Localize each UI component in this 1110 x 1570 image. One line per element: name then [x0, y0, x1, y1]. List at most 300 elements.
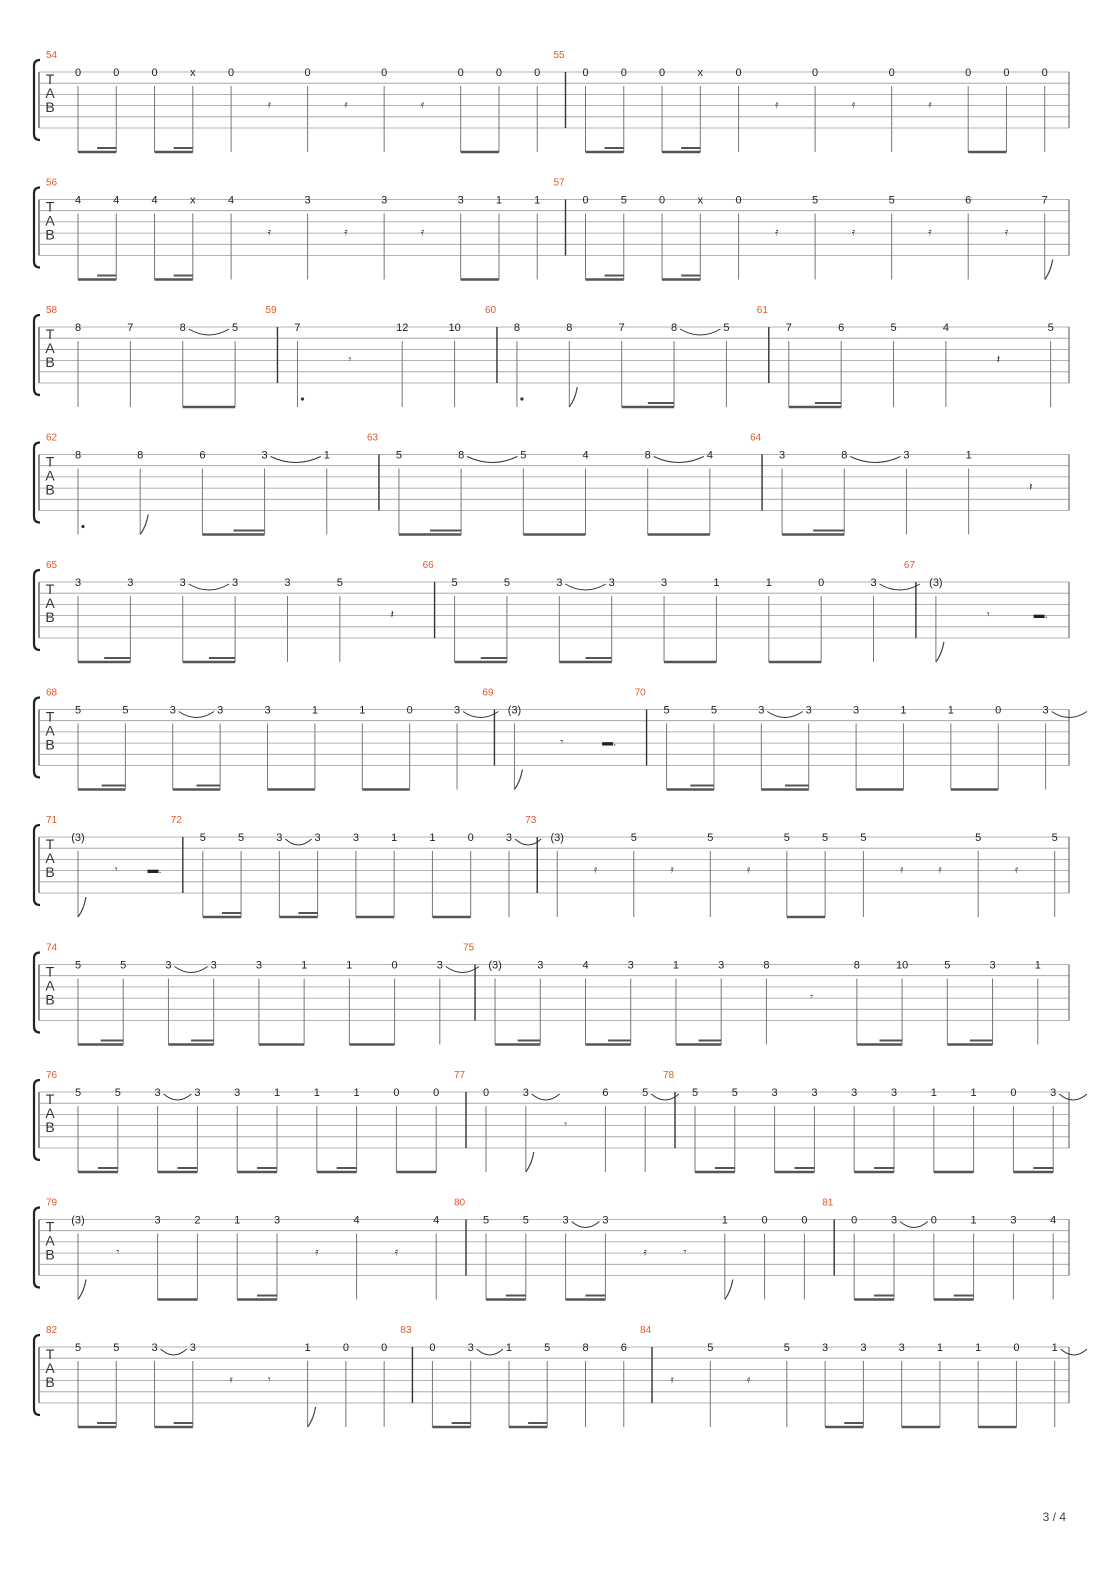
fret-number: 0: [851, 1214, 858, 1227]
fret-number: 0: [113, 67, 120, 79]
fret-number: 1: [234, 1214, 241, 1227]
tie-arc: [900, 1222, 928, 1228]
fret-number: 3: [314, 832, 321, 844]
tie-arc: [767, 712, 802, 718]
tab-clef-letter: B: [45, 99, 55, 115]
fret-number: 3: [805, 704, 812, 717]
fret-number: 5: [620, 194, 627, 207]
fret-number: 5: [544, 1342, 551, 1354]
fret-number: 8: [179, 322, 186, 334]
tab-clef-letter: T: [45, 326, 55, 342]
fret-number: 1: [505, 1342, 513, 1354]
fret-number: 1: [930, 1087, 937, 1099]
rest-symbol: ▬.: [602, 736, 617, 749]
fret-number: 0: [888, 67, 895, 79]
fret-number: 5: [114, 1087, 121, 1099]
fret-number: 3: [127, 577, 134, 589]
fret-number: 1: [965, 449, 972, 462]
fret-number: x: [697, 67, 704, 79]
fret-number: (3): [507, 704, 522, 717]
fret-number: 1: [970, 1214, 977, 1227]
measure-number: 63: [366, 432, 379, 444]
fret-number: 3: [870, 577, 877, 589]
tab-clef-letter: B: [45, 481, 55, 498]
fret-number: 3: [853, 704, 860, 717]
fret-number: 5: [710, 704, 718, 717]
tab-clef-letter: A: [45, 85, 55, 101]
fret-number: 0: [381, 67, 388, 79]
fret-number: 5: [232, 322, 239, 334]
fret-number: 3: [811, 1087, 818, 1099]
fret-number: 0: [735, 194, 742, 207]
tie-arc: [179, 712, 214, 718]
fret-number: 3: [660, 577, 668, 589]
fret-number: 1: [975, 1342, 982, 1354]
rest-symbol: 𝄿: [775, 226, 779, 239]
fret-number: 5: [731, 1087, 738, 1099]
measure-number: 77: [454, 1070, 466, 1081]
duration-dot: [520, 397, 523, 400]
fret-number: 0: [74, 67, 82, 79]
tab-clef-letter: B: [45, 991, 55, 1008]
rest-symbol: 𝄿: [746, 864, 751, 876]
rest-symbol: 𝄽: [996, 354, 1000, 366]
measure-number: 72: [170, 815, 182, 826]
rest-symbol: 𝄿: [344, 226, 348, 239]
tab-clef-letter: B: [45, 1119, 55, 1135]
tab-clef-letter: A: [45, 722, 55, 739]
fret-number: 0: [151, 67, 158, 79]
fret-number: 3: [989, 959, 996, 972]
fret-number: 3: [851, 1087, 858, 1099]
fret-number: 5: [888, 194, 895, 207]
fret-number: 0: [228, 67, 235, 79]
fret-number: 8: [137, 449, 144, 462]
rest-symbol: 𝄾: [560, 736, 564, 749]
measure-number: 56: [46, 177, 58, 189]
fret-number: 1: [713, 577, 720, 589]
rest-symbol: 𝄿: [851, 99, 856, 111]
fret-number: 5: [783, 1342, 790, 1354]
duration-dot: [81, 525, 84, 528]
measure-number: 82: [46, 1325, 58, 1336]
note-flag: [725, 1280, 733, 1300]
fret-number: 1: [359, 704, 366, 717]
rest-symbol: ▬.: [1033, 609, 1048, 621]
fret-number: 3: [758, 704, 765, 717]
tab-clef-letter: T: [45, 1346, 55, 1362]
tie-arc: [285, 839, 311, 845]
rest-symbol: 𝄾: [564, 1119, 568, 1131]
note-flag: [514, 770, 522, 790]
fret-number: 1: [346, 959, 353, 972]
rest-symbol: 𝄿: [394, 1246, 399, 1259]
fret-number: 5: [707, 1342, 714, 1354]
fret-number: 12: [396, 322, 409, 334]
measure-number: 79: [46, 1197, 58, 1209]
fret-number: (3): [71, 832, 85, 844]
rest-symbol: ▬.: [147, 864, 162, 876]
measure-number: 74: [46, 942, 58, 954]
fret-number: 0: [393, 1087, 400, 1099]
fret-number: 3: [457, 194, 464, 207]
fret-number: 3: [169, 704, 176, 717]
fret-number: 3: [154, 1214, 161, 1227]
fret-number: 8: [458, 449, 465, 462]
fret-number: 7: [618, 322, 625, 334]
duration-dot: [301, 397, 304, 400]
fret-number: 1: [495, 194, 503, 207]
tie-arc: [654, 457, 704, 463]
tab-clef-letter: A: [45, 977, 55, 994]
fret-number: 3: [627, 959, 634, 972]
tie-arc: [463, 712, 498, 718]
tab-clef-letter: B: [45, 1374, 55, 1390]
measure-number: 75: [463, 942, 475, 954]
fret-number: 5: [1051, 832, 1058, 844]
fret-number: 3: [74, 577, 82, 589]
fret-number: 6: [620, 1342, 627, 1354]
measure-number: 68: [46, 687, 58, 699]
fret-number: 0: [342, 1342, 349, 1354]
tab-clef-letter: A: [45, 1105, 55, 1121]
fret-number: 1: [301, 959, 308, 972]
rest-symbol: 𝄿: [1004, 226, 1009, 239]
fret-number: 0: [381, 1342, 388, 1354]
rest-symbol: 𝄾: [267, 1374, 271, 1386]
fret-number: 5: [783, 832, 790, 844]
tie-arc: [532, 1094, 560, 1100]
fret-number: 7: [785, 322, 792, 334]
fret-number: 0: [812, 67, 819, 79]
measure-number: 71: [46, 815, 58, 826]
fret-number: 0: [801, 1214, 808, 1227]
tab-clef-letter: B: [45, 354, 55, 370]
fret-number: 7: [294, 322, 301, 334]
fret-number: 8: [513, 322, 521, 334]
fret-number: 3: [602, 1214, 609, 1227]
fret-number: 3: [718, 959, 725, 972]
measure-number: 73: [525, 815, 537, 826]
tab-clef-letter: T: [45, 836, 55, 852]
rest-symbol: 𝄿: [670, 864, 674, 876]
tab-clef-letter: T: [45, 963, 55, 980]
fret-number: 3: [304, 194, 311, 207]
measure-number: 59: [265, 305, 277, 316]
tab-clef-letter: T: [45, 453, 55, 470]
fret-number: 5: [482, 1214, 490, 1227]
rest-symbol: 𝄿: [938, 864, 942, 876]
fret-number: x: [190, 67, 196, 79]
fret-number: 0: [534, 67, 541, 79]
fret-number: 5: [74, 959, 82, 972]
tie-arc: [446, 967, 479, 973]
fret-number: 4: [74, 194, 82, 207]
fret-number: 5: [238, 832, 245, 844]
tab-clef-letter: A: [45, 212, 55, 229]
fret-number: 3: [903, 449, 910, 462]
measure-number: 84: [640, 1325, 652, 1336]
fret-number: 5: [520, 449, 527, 462]
fret-number: 5: [975, 832, 982, 844]
fret-number: 5: [74, 1342, 82, 1354]
note-flag: [1045, 260, 1053, 280]
fret-number: 0: [930, 1214, 937, 1227]
tab-clef-letter: A: [45, 340, 55, 356]
tie-arc: [1061, 1349, 1087, 1355]
fret-number: 8: [582, 1342, 589, 1354]
measure-number: 54: [46, 50, 58, 61]
fret-number: 0: [406, 704, 413, 717]
note-flag: [308, 1407, 316, 1427]
rest-symbol: 𝄿: [746, 1374, 751, 1386]
measure-number: 65: [46, 560, 58, 571]
fret-number: 3: [276, 832, 283, 844]
rest-symbol: 𝄿: [670, 1374, 674, 1386]
rest-symbol: 𝄿: [315, 1246, 319, 1259]
tab-clef-letter: A: [45, 467, 55, 484]
fret-number: 0: [818, 577, 825, 589]
fret-number: 5: [642, 1087, 649, 1099]
tab-clef-letter: A: [45, 1232, 55, 1249]
fret-number: 3: [179, 577, 186, 589]
fret-number: 7: [1041, 194, 1048, 207]
rest-symbol: 𝄿: [775, 99, 779, 111]
rest-symbol: 𝄿: [267, 99, 272, 111]
fret-number: 3: [537, 959, 544, 972]
fret-number: 0: [658, 67, 666, 79]
measure-number: 70: [634, 687, 646, 699]
fret-number: 4: [151, 194, 158, 207]
measure-number: 57: [553, 177, 565, 189]
rest-symbol: 𝄿: [593, 864, 598, 876]
fret-number: 1: [947, 704, 954, 717]
fret-number: 3: [264, 704, 271, 717]
tab-clef-letter: T: [45, 1091, 55, 1107]
fret-number: 5: [630, 832, 637, 844]
fret-number: 3: [194, 1087, 201, 1099]
measure-number: 62: [46, 432, 58, 444]
fret-number: 8: [763, 959, 770, 972]
fret-number: 8: [566, 322, 573, 334]
tie-arc: [850, 457, 900, 463]
fret-number: 3: [822, 1342, 829, 1354]
rest-symbol: 𝄾: [683, 1246, 687, 1259]
measure-number: 81: [822, 1197, 834, 1209]
fret-number: 3: [165, 959, 172, 972]
fret-number: 1: [970, 1087, 977, 1099]
tie-arc: [189, 584, 229, 590]
fret-number: 5: [74, 704, 82, 717]
fret-number: (3): [550, 832, 564, 844]
tie-arc: [565, 584, 605, 590]
fret-number: 0: [433, 1087, 440, 1099]
fret-number: 5: [822, 832, 829, 844]
fret-number: 1: [313, 1087, 320, 1099]
rest-symbol: 𝄿: [1014, 864, 1019, 876]
tab-clef-letter: T: [45, 71, 55, 87]
fret-number: 5: [522, 1214, 529, 1227]
rest-symbol: 𝄿: [899, 864, 904, 876]
fret-number: 10: [448, 322, 461, 334]
fret-number: 3: [261, 449, 268, 462]
fret-number: 5: [812, 194, 819, 207]
fret-number: 0: [467, 832, 474, 844]
fret-number: 5: [122, 704, 129, 717]
fret-number: 5: [199, 832, 206, 844]
tab-clef-letter: T: [45, 198, 55, 215]
fret-number: 4: [353, 1214, 360, 1227]
fret-number: 6: [602, 1087, 609, 1099]
fret-number: 0: [1013, 1342, 1020, 1354]
fret-number: 8: [853, 959, 860, 972]
fret-number: 3: [505, 832, 513, 844]
page-number: 3 / 4: [1042, 1510, 1066, 1524]
fret-number: 5: [707, 832, 714, 844]
rest-symbol: 𝄾: [810, 991, 814, 1004]
fret-number: 3: [284, 577, 291, 589]
tab-clef-letter: B: [45, 226, 55, 243]
fret-number: 3: [860, 1342, 867, 1354]
fret-number: 5: [663, 704, 670, 717]
tab-clef-letter: A: [45, 1360, 55, 1376]
rest-symbol: 𝄾: [114, 864, 118, 876]
measure-number: 78: [663, 1070, 675, 1081]
fret-number: 5: [691, 1087, 699, 1099]
fret-number: 0: [582, 194, 589, 207]
fret-number: 0: [1041, 67, 1048, 79]
fret-number: 5: [451, 577, 458, 589]
fret-number: x: [697, 194, 704, 207]
fret-number: 1: [1034, 959, 1041, 972]
fret-number: 1: [353, 1087, 360, 1099]
measure-number: 83: [400, 1325, 412, 1336]
tab-clef-letter: B: [45, 736, 55, 753]
measure-number: 61: [756, 305, 768, 316]
fret-number: 5: [503, 577, 511, 589]
fret-number: 3: [217, 704, 224, 717]
tie-arc: [572, 1222, 600, 1228]
measure-number: 58: [46, 305, 58, 316]
rest-symbol: 𝄽: [390, 609, 394, 621]
fret-number: 0: [495, 67, 503, 79]
fret-number: 1: [900, 704, 907, 717]
fret-number: 0: [761, 1214, 768, 1227]
fret-number: 4: [113, 194, 120, 207]
fret-number: 5: [890, 322, 897, 334]
fret-number: 5: [74, 1087, 82, 1099]
tie-arc: [174, 967, 207, 973]
tab-clef-letter: T: [45, 1218, 55, 1235]
fret-number: 3: [562, 1214, 569, 1227]
measure-number: 55: [553, 50, 565, 61]
rest-symbol: 𝄿: [420, 99, 425, 111]
fret-number: 5: [395, 449, 402, 462]
rest-symbol: 𝄾: [348, 354, 352, 366]
tab-clef-letter: B: [45, 609, 55, 625]
fret-number: 1: [323, 449, 330, 462]
fret-number: 3: [898, 1342, 905, 1354]
fret-number: 0: [620, 67, 627, 79]
fret-number: 1: [765, 577, 772, 589]
tie-arc: [271, 457, 321, 463]
tab-clef-letter: A: [45, 850, 55, 866]
fret-number: 3: [467, 1342, 474, 1354]
fret-number: 1: [273, 1087, 281, 1099]
measure-number: 64: [750, 432, 762, 444]
tab-clef-letter: B: [45, 1246, 55, 1263]
fret-number: 3: [154, 1087, 161, 1099]
tab-clef-letter: T: [45, 581, 55, 597]
fret-number: (3): [488, 959, 502, 972]
measure-number: 67: [903, 560, 916, 571]
fret-number: 0: [658, 194, 666, 207]
fret-number: 3: [779, 449, 786, 462]
tie-arc: [680, 329, 720, 335]
fret-number: 1: [1051, 1342, 1058, 1354]
fret-number: 4: [433, 1214, 440, 1227]
fret-number: 4: [706, 449, 713, 462]
fret-number: 0: [995, 704, 1002, 717]
tab-clef-letter: A: [45, 595, 55, 611]
rest-symbol: 𝄿: [643, 1246, 647, 1259]
fret-number: 5: [120, 959, 127, 972]
measure-number: 60: [484, 305, 497, 316]
fret-number: 5: [723, 322, 730, 334]
tab-clef-letter: B: [45, 864, 55, 880]
tab-clef-letter: T: [45, 708, 55, 725]
fret-number: 3: [890, 1087, 898, 1099]
fret-number: 3: [381, 194, 388, 207]
note-flag: [526, 1152, 534, 1172]
tie-arc: [189, 329, 229, 335]
tie-arc: [161, 1349, 187, 1355]
rest-symbol: 𝄿: [344, 99, 348, 111]
fret-number: 8: [644, 449, 651, 462]
rest-symbol: 𝄾: [986, 609, 990, 621]
fret-number: 0: [429, 1342, 436, 1354]
fret-number: 8: [670, 322, 678, 334]
tie-arc: [477, 1349, 503, 1355]
tie-arc: [1059, 1094, 1087, 1100]
note-flag: [78, 897, 86, 917]
fret-number: x: [190, 194, 196, 207]
fret-number: 3: [273, 1214, 281, 1227]
fret-number: 6: [965, 194, 972, 207]
fret-number: 3: [151, 1342, 158, 1354]
tie-arc: [467, 457, 517, 463]
fret-number: 4: [582, 449, 589, 462]
rest-symbol: 𝄿: [851, 226, 856, 239]
fret-number: 0: [482, 1087, 490, 1099]
fret-number: (3): [71, 1214, 85, 1227]
fret-number: 0: [735, 67, 742, 79]
fret-number: 8: [74, 449, 82, 462]
fret-number: 3: [453, 704, 461, 717]
fret-number: 4: [228, 194, 235, 207]
fret-number: 1: [304, 1342, 311, 1354]
fret-number: 6: [199, 449, 206, 462]
fret-number: 4: [1050, 1214, 1057, 1227]
fret-number: 0: [457, 67, 464, 79]
fret-number: 5: [860, 832, 867, 844]
fret-number: 3: [522, 1087, 529, 1099]
note-flag: [936, 642, 944, 662]
note-flag: [78, 1280, 86, 1300]
fret-number: 0: [1003, 67, 1010, 79]
note-flag: [569, 387, 577, 407]
rest-symbol: 𝄿: [928, 226, 932, 239]
